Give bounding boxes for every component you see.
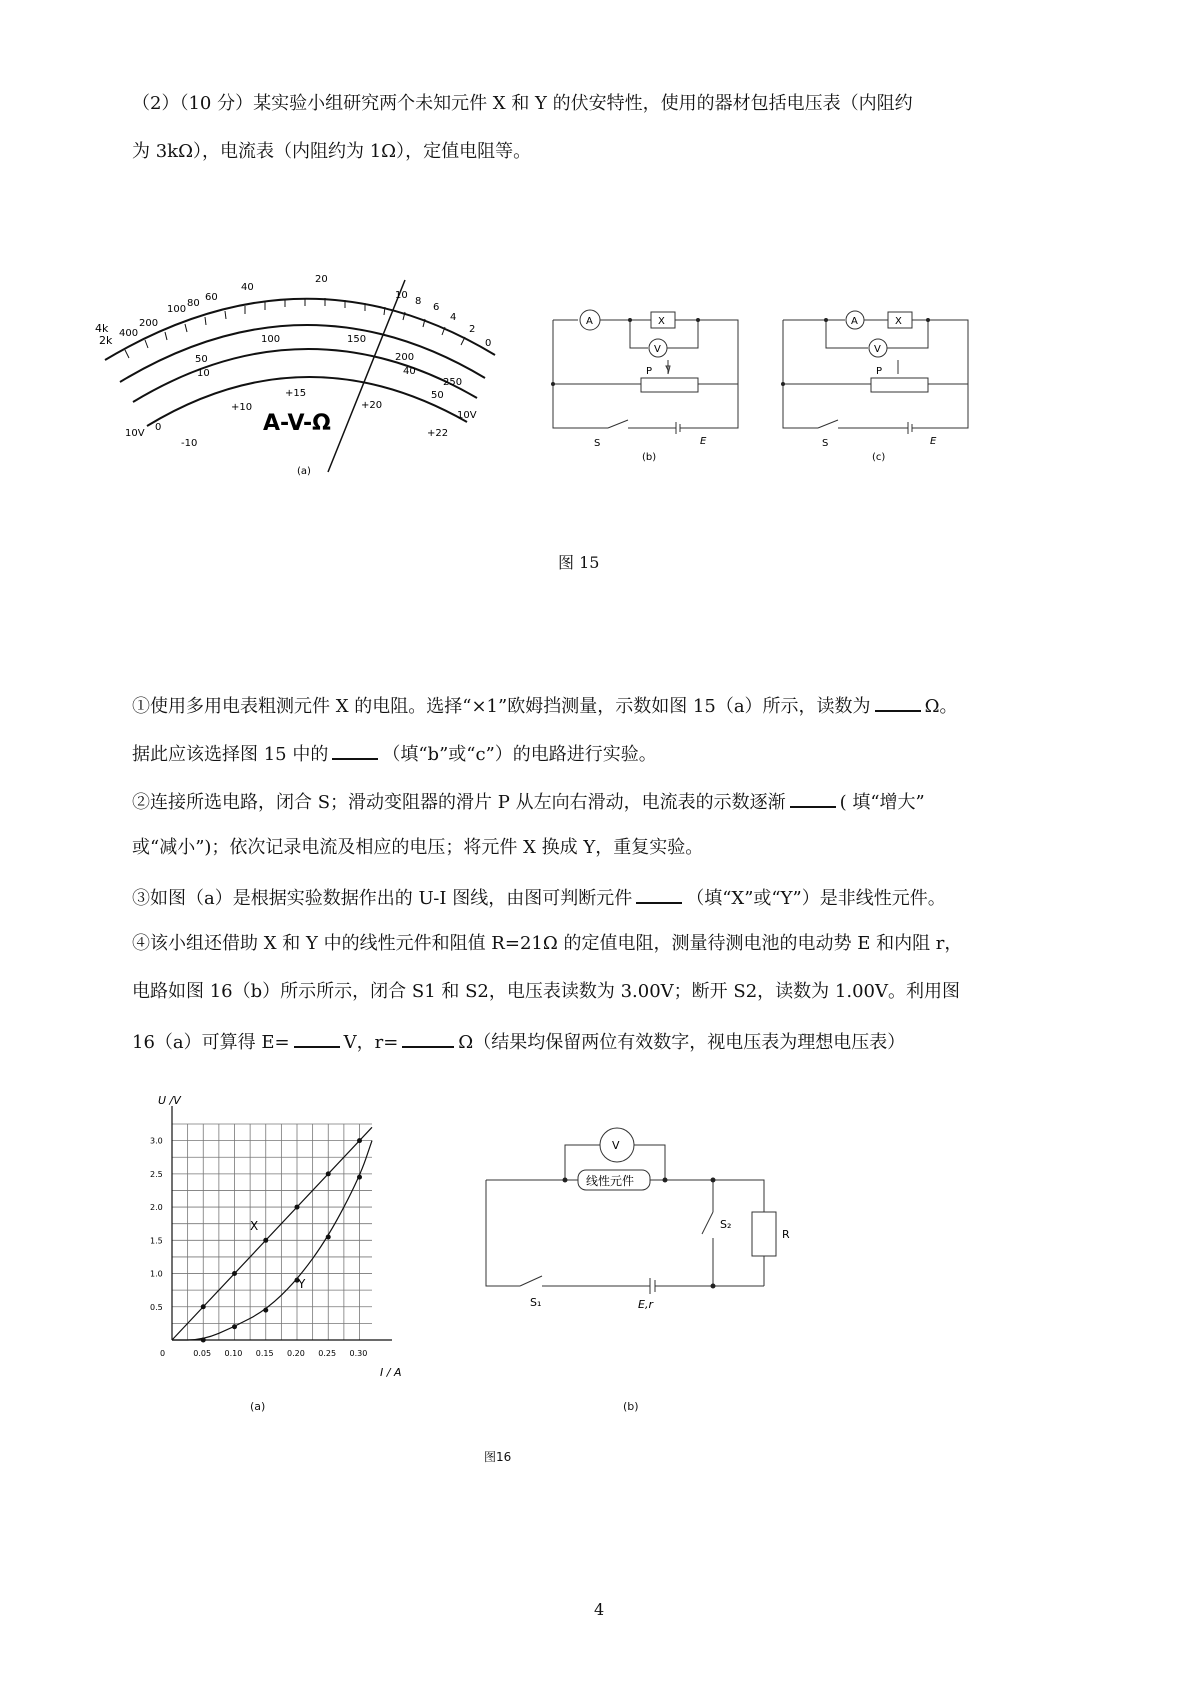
x-tick-label: 0	[160, 1349, 166, 1358]
answer-blank-circuit[interactable]	[332, 740, 378, 760]
svg-text:0: 0	[155, 422, 162, 433]
figure-15-caption: 图 15	[558, 553, 600, 572]
y-tick-label: 2.5	[150, 1169, 163, 1179]
circuit-linear-element: 线性元件	[586, 1174, 635, 1188]
intro-line-1: （2）（10 分）某实验小组研究两个未知元件 X 和 Y 的伏安特性，使用的器材包括电压表（内阻约	[132, 93, 913, 114]
svg-text:40: 40	[241, 282, 254, 293]
svg-text:10V: 10V	[457, 410, 477, 421]
svg-text:6: 6	[433, 302, 440, 313]
svg-text:E: E	[700, 436, 707, 447]
question-1-line-2: 据此应该选择图 15 中的 （填“b”或“c”）的电路进行实验。	[132, 740, 657, 767]
series-x-point	[326, 1171, 331, 1176]
svg-text:2k: 2k	[99, 334, 113, 347]
chart-series-y-label: Y	[298, 1277, 306, 1291]
svg-text:40: 40	[403, 366, 416, 377]
svg-text:+10: +10	[231, 402, 253, 413]
svg-text:(c): (c)	[872, 452, 886, 463]
svg-text:V: V	[874, 344, 881, 355]
svg-text:200: 200	[395, 352, 415, 363]
answer-blank-E[interactable]	[294, 1028, 340, 1048]
svg-text:V: V	[654, 344, 661, 355]
meter-label: (a)	[297, 466, 311, 477]
y-tick-label: 3.0	[150, 1136, 163, 1146]
svg-text:60: 60	[205, 292, 218, 303]
series-y-point	[201, 1338, 206, 1343]
x-tick-label: 0.20	[287, 1349, 305, 1358]
figure-16-ui-graph	[140, 1090, 460, 1390]
meter-face-text: A-V-Ω	[263, 411, 331, 436]
svg-text:80: 80	[187, 298, 200, 309]
series-x-point	[232, 1271, 237, 1276]
series-y-point	[326, 1234, 331, 1239]
answer-blank-trend[interactable]	[790, 788, 836, 808]
svg-text:P: P	[646, 366, 653, 377]
svg-text:250: 250	[443, 377, 463, 388]
svg-text:S₁: S₁	[530, 1296, 542, 1309]
svg-text:V: V	[612, 1139, 620, 1152]
x-tick-label: 0.10	[224, 1349, 243, 1358]
svg-text:0: 0	[485, 338, 492, 349]
svg-text:10V: 10V	[125, 428, 145, 439]
svg-text:X: X	[658, 316, 665, 327]
svg-text:50: 50	[431, 390, 444, 401]
svg-text:S: S	[594, 438, 601, 449]
question-4-line-1: ④该小组还借助 X 和 Y 中的线性元件和阻值 R=21Ω 的定值电阻，测量待测电池的电动势 E 和内阻 r，	[132, 933, 963, 954]
chart-series-x-label: X	[250, 1219, 259, 1233]
svg-text:100: 100	[261, 334, 281, 345]
y-tick-label: 2.0	[150, 1203, 163, 1213]
question-2-line-2: 或“减小”)；依次记录电流及相应的电压；将元件 X 换成 Y，重复实验。	[132, 837, 704, 858]
chart-y-label: U /V	[158, 1094, 181, 1107]
svg-text:A: A	[586, 316, 593, 327]
x-tick-label: 0.30	[349, 1349, 368, 1358]
svg-text:E,r: E,r	[638, 1298, 653, 1311]
series-x-point	[357, 1138, 362, 1143]
y-tick-label: 0.5	[150, 1302, 163, 1312]
svg-text:200: 200	[139, 318, 159, 329]
svg-text:-10: -10	[181, 438, 198, 449]
svg-text:S₂: S₂	[720, 1218, 732, 1231]
question-3-line-1: ③如图（a）是根据实验数据作出的 U-I 图线，由图可判断元件 （填“X”或“Y”）是非线性元件。	[132, 884, 946, 911]
intro-line-2: 为 3kΩ），电流表（内阻约为 1Ω），定值电阻等。	[132, 141, 532, 162]
svg-text:100: 100	[167, 304, 187, 315]
svg-text:R: R	[782, 1228, 790, 1241]
question-1-line-1: ①使用多用电表粗测元件 X 的电阻。选择“×1”欧姆挡测量，示数如图 15（a）所示，读数为 Ω。	[132, 692, 958, 719]
svg-text:20: 20	[315, 274, 328, 285]
svg-text:400: 400	[119, 328, 139, 339]
figure-16-circuit-label: (b)	[623, 1400, 639, 1413]
y-tick-label: 1.0	[150, 1269, 163, 1279]
figure-15-circuit-b	[548, 300, 758, 470]
svg-text:4: 4	[450, 312, 457, 323]
figure-15-meter	[85, 250, 525, 485]
series-y-point	[357, 1175, 362, 1180]
chart-x-label: I / A	[380, 1366, 402, 1379]
answer-blank-reading[interactable]	[875, 692, 921, 712]
svg-text:A: A	[851, 316, 858, 327]
svg-text:10: 10	[197, 368, 210, 379]
svg-text:(b): (b)	[642, 452, 657, 463]
figure-16-graph-label: (a)	[250, 1400, 266, 1413]
question-4-line-2: 电路如图 16（b）所示所示，闭合 S1 和 S2，电压表读数为 3.00V；断开 S2，读数为 1.00V。利用图	[132, 981, 960, 1002]
figure-16-circuit	[480, 1130, 790, 1311]
svg-text:+15: +15	[285, 388, 307, 399]
figure-16-caption: 图16	[484, 1450, 512, 1464]
svg-text:10: 10	[395, 290, 408, 301]
answer-blank-r[interactable]	[402, 1028, 454, 1048]
meter-ohm-label: 4k	[95, 322, 109, 335]
svg-text:+22: +22	[427, 428, 449, 439]
svg-text:E: E	[930, 436, 937, 447]
question-2-line-1: ②连接所选电路，闭合 S；滑动变阻器的滑片 P 从左向右滑动，电流表的示数逐渐 ( 填“增大”	[132, 788, 925, 815]
svg-text:8: 8	[415, 296, 422, 307]
svg-text:S: S	[822, 438, 829, 449]
answer-blank-element[interactable]	[636, 884, 682, 904]
y-tick-label: 1.5	[150, 1236, 163, 1246]
svg-text:150: 150	[347, 334, 367, 345]
page-number: 4	[594, 1600, 605, 1619]
series-x-point	[263, 1238, 268, 1243]
series-y-point	[232, 1324, 237, 1329]
svg-text:2: 2	[469, 324, 476, 335]
chart-series	[172, 1127, 372, 1342]
figure-15-circuit-c	[778, 300, 988, 470]
x-tick-label: 0.25	[318, 1349, 337, 1358]
series-x-point	[201, 1304, 206, 1309]
svg-text:+20: +20	[361, 400, 383, 411]
series-x-point	[295, 1205, 300, 1210]
svg-text:P: P	[876, 366, 883, 377]
series-y-point	[263, 1308, 268, 1313]
x-tick-label: 0.15	[255, 1349, 274, 1358]
x-tick-label: 0.05	[193, 1349, 212, 1358]
svg-text:X: X	[895, 316, 902, 327]
question-4-line-3: 16（a）可算得 E= V，r= Ω（结果均保留两位有效数字，视电压表为理想电压表）	[132, 1028, 905, 1055]
svg-text:50: 50	[195, 354, 208, 365]
